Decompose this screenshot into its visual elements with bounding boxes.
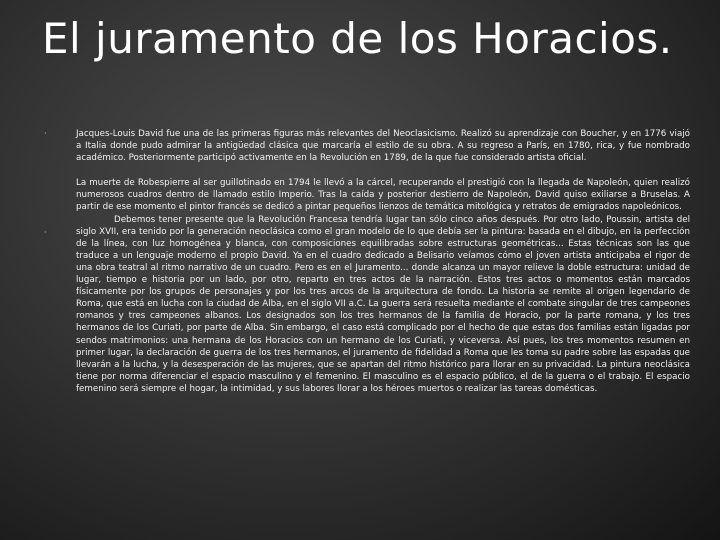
bullet-item-biography [40, 128, 690, 164]
bullet-marker-icon: · [44, 228, 47, 238]
bullet-text: Jacques-Louis David fue una de las primeras figuras más relevantes del Neoclasicismo. Realizó su aprendizaje con Boucher, y en 1776 viajó a Italia donde pudo admirar la antigüedad clásica que marcaría el estilo de su obra. A su regreso a París, en 1780, rica, y fue nombrado académico. Posteriormente participó activamente en la Revolución en 1789, de la que fue considerado artista oficial. [76, 129, 690, 164]
slide-title: El juramento de los Horacios. [42, 14, 673, 63]
bullet-list [40, 128, 690, 395]
bullet-text-continued [76, 214, 690, 395]
bullet-item-analysis [40, 177, 690, 395]
bullet-text: La muerte de Robespierre al ser guillotinado en 1794 le llevó a la cárcel, recuperando el prestigió con la llegada de Napoleón, quien realizó numerosos cuadros dentro de llamado estilo Imperio. Tras la caída y posterior destierro de Napoleón, David quiso exiliarse a Bruselas. A partir de ese momento el pintor francés se dedicó a pintar pequeños lienzos de temática mitológica y retratos de emigrados napoleónicos. [76, 178, 690, 213]
bullet-text-continued-body: Debemos tener presente que la Revolución Francesa tendría lugar tan sólo cinco años después. Por otro lado, Poussin, artista del siglo XVII, era tenido por la generación neoclásica como el gran modelo de lo que debía ser la pintura: basada en el dibujo, en la perfección de la línea, con luz homogénea y blanca, con composiciones equilibradas sobre estructuras geométricas... Estas técnicas son las que traduce a un lenguaje moderno el propio David. Ya en el cuadro dedicado a Belisario veíamos cómo el joven artista anticipaba el rigor de una obra teatral al ritmo narrativo de un cuadro. Pero es en el Juramento... donde alcanza un mayor relieve la doble estructura: unidad de lugar, tiempo e historia por un lado, por otro, reparto en tres actos de la narración. Estos tres actos o momentos están marcados físicamente por los grupos de personajes y por los tres arcos de la arquitectura de fondo. La historia se remite al origen legendario de Roma, que está en lucha con la ciudad de Alba, en el siglo VII a.C. La guerra será resuelta mediante el combate singular de tres campeones romanos y tres campeones albanos. Los designados son los tres hermanos de la familia de Horacio, por la parte romana, y los tres hermanos de los Curiati, por parte de Alba. Sin embargo, el caso está complicado por el hecho de que estas dos familias están ligadas por sendos matrimonios: una hermana de los Horacios con un hermano de los Curiati, y viceversa. Así pues, los tres momentos resumen en primer lugar, la declaración de guerra de los tres hermanos, el juramento de fidelidad a Roma que les toma su padre sobre las espadas que llevarán a la lucha, y la desesperación de las mujeres, que se apartan del ritmo histórico para llorar en su privacidad. La pintura neoclásica tiene por norma diferenciar el espacio masculino y el femenino. El masculino es el espacio público, el de la guerra o el trabajo. El espacio femenino será siempre el hogar, la intimidad, y sus labores llorar a los héroes muertos o realizar las tareas domésticas. [76, 214, 690, 394]
bullet-marker-icon: · [44, 129, 47, 138]
